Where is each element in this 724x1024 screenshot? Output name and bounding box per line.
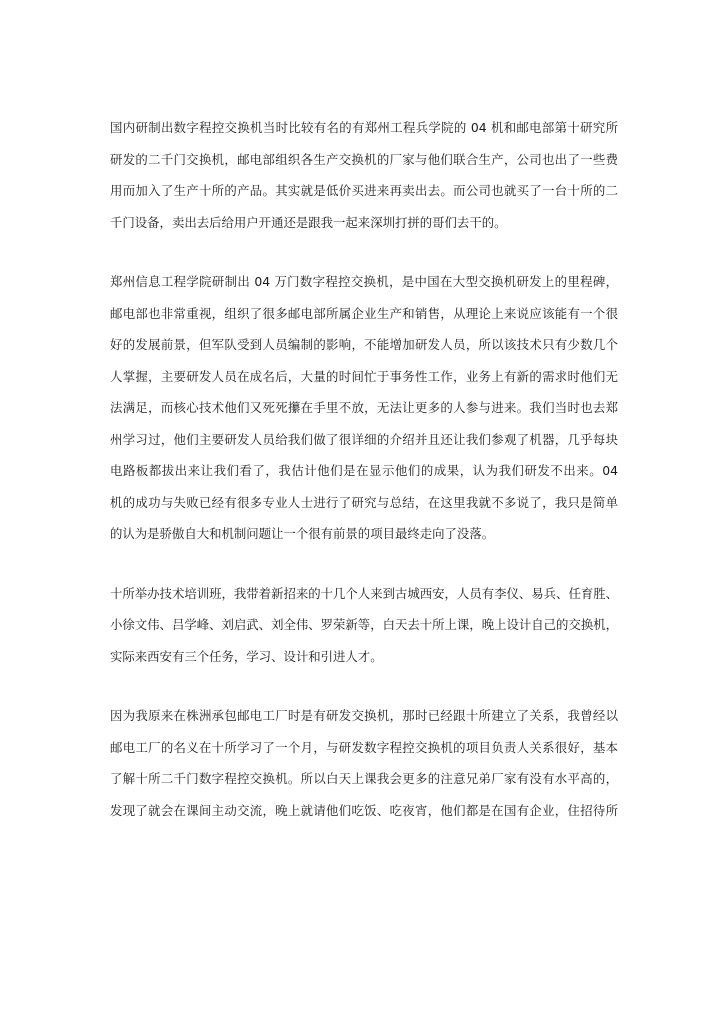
text-line: 郑州信息工程学院研制出 04 万门数字程控交换机，是中国在大型交换机研发上的里程碑， xyxy=(110,274,618,289)
paragraph-3 xyxy=(110,578,618,673)
text-line: 千门设备，卖出去后给用户开通还是跟我一起来深圳打拼的哥们去干的。 xyxy=(110,214,507,230)
text-line: 实际来西安有三个任务，学习、设计和引进人才。 xyxy=(110,648,383,664)
paragraph-2 xyxy=(110,266,618,550)
text-line: 电路板都拔出来让我们看了，我估计他们是在显示他们的成果，认为我们研发不出来。04 xyxy=(110,463,618,478)
text-line: 国内研制出数字程控交换机当时比较有名的有郑州工程兵学院的 04 机和邮电部第十研究所 xyxy=(110,120,618,135)
text-line: 研发的二千门交换机，邮电部组织各生产交换机的厂家与他们联合生产，公司也出了一些费 xyxy=(110,151,618,167)
text-line: 州学习过，他们主要研发人员给我们做了很详细的介绍并且还让我们参观了机器，几乎每块 xyxy=(110,431,618,447)
text-line: 了解十所二千门数字程控交换机。所以白天上课我会更多的注意兄弟厂家有没有水平高的， xyxy=(110,771,618,786)
text-line: 邮电工厂的名义在十所学习了一个月，与研发数字程控交换机的项目负责人关系很好，基本 xyxy=(110,739,618,755)
text-line: 十所举办技术培训班，我带着新招来的十几个人来到古城西安，人员有李仪、易兵、任育胜、 xyxy=(110,585,618,601)
text-line: 用而加入了生产十所的产品。其实就是低价买进来再卖出去。而公司也就买了一台十所的二 xyxy=(110,183,618,198)
text-line: 小徐文伟、吕学峰、刘启武、刘全伟、罗荣新等，白天去十所上课，晚上设计自己的交换机， xyxy=(110,617,618,632)
text-line: 的认为是骄傲自大和机制问题让一个很有前景的项目最终走向了没落。 xyxy=(110,526,495,541)
paragraph-4 xyxy=(110,700,618,826)
text-line: 人掌握，主要研发人员在成名后，大量的时间忙于事务性工作，业务上有新的需求时他们无 xyxy=(110,368,618,384)
text-line: 机的成功与失败已经有很多专业人士进行了研究与总结，在这里我就不多说了，我只是简单 xyxy=(110,494,618,510)
text-line: 邮电部也非常重视，组织了很多邮电部所属企业生产和销售，从理论上来说应该能有一个很 xyxy=(110,305,618,321)
text-line: 发现了就会在课间主动交流，晚上就请他们吃饭、吃夜宵，他们都是在国有企业，住招待所 xyxy=(110,802,618,818)
text-line: 因为我原来在株洲承包邮电工厂时是有研发交换机，那时已经跟十所建立了关系，我曾经以 xyxy=(110,708,618,723)
document-page xyxy=(110,112,618,854)
text-line: 法满足，而核心技术他们又死死攥在手里不放，无法让更多的人参与进来。我们当时也去郑 xyxy=(110,400,618,415)
text-line: 好的发展前景，但军队受到人员编制的影响，不能增加研发人员，所以该技术只有少数几个 xyxy=(110,337,618,352)
paragraph-1 xyxy=(110,112,618,238)
